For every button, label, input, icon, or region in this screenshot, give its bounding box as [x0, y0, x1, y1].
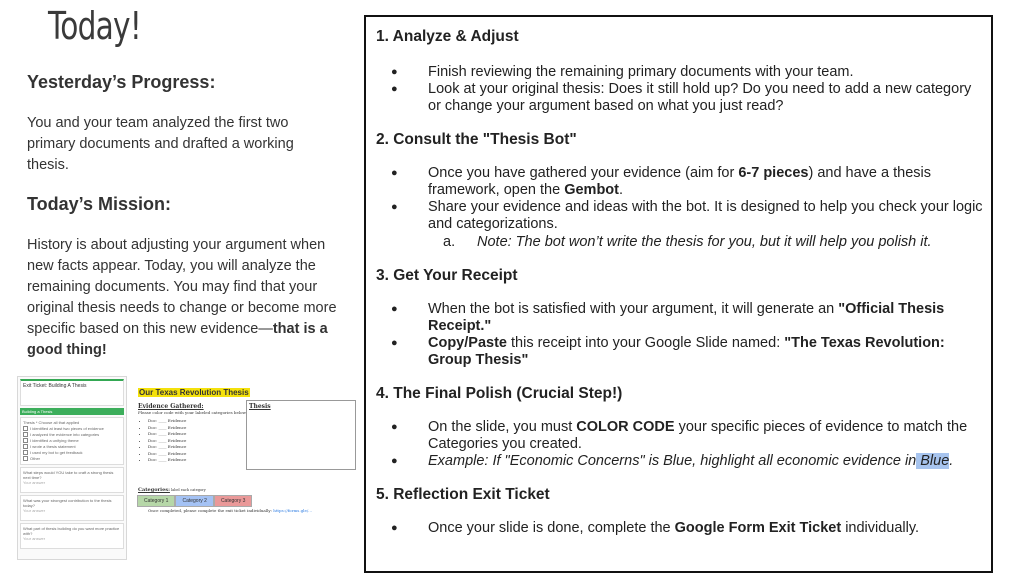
list-item: • Doc: ____ Evidence	[148, 431, 186, 438]
section-3-bullet: ● Copy/Paste this receipt into your Google Slide named: "The Texas Revolution: Group Thesis"	[391, 335, 945, 368]
section-5-bullet: ● Once your slide is done, complete the Google Form Exit Ticket individually.	[391, 520, 920, 536]
slide-thesis-heading: Thesis	[249, 403, 271, 410]
form-option[interactable]: I identified at least two pieces of evidence	[23, 426, 121, 431]
highlighted-word: Blue	[916, 453, 950, 469]
bullet-icon: ●	[391, 201, 398, 213]
form-section-bar: Building a Thesis	[20, 408, 124, 415]
category-chip: Category 3	[214, 495, 252, 507]
list-item: • Doc: ____ Evidence	[148, 438, 186, 445]
bullet-icon: ●	[391, 167, 398, 179]
bullet-icon: ●	[391, 337, 398, 349]
slide-category-chips	[137, 495, 252, 507]
exit-ticket-link[interactable]: https://forms.gle/...	[273, 508, 312, 513]
form-question[interactable]: What part of thesis building do you want more practice with? Your answer	[20, 523, 124, 549]
category-chip: Category 2	[175, 495, 213, 507]
list-item: • Doc: ____ Evidence	[148, 444, 186, 451]
slide-categories-sub: label each category	[171, 488, 206, 492]
form-question[interactable]: What steps would YOU take to craft a strong thesis next time? Your answer	[20, 467, 124, 493]
section-3-title: 3. Get Your Receipt	[376, 267, 518, 284]
section-4-bullet: ● Example: If "Economic Concerns" is Blue, highlight all economic evidence in Blue.	[391, 453, 954, 469]
slide-evidence-list	[142, 418, 186, 464]
list-item: • Doc: ____ Evidence	[148, 418, 186, 425]
exit-ticket-form-thumbnail	[17, 376, 127, 560]
section-5-title: 5. Reflection Exit Ticket	[376, 486, 550, 503]
section-2-title: 2. Consult the "Thesis Bot"	[376, 131, 577, 148]
form-q1: Thesis * Choose all that applied	[23, 420, 80, 425]
bullet-icon: ●	[391, 522, 398, 534]
instructions-box	[364, 15, 993, 573]
bullet-icon: ●	[391, 66, 398, 78]
list-item: • Doc: ____ Evidence	[148, 425, 186, 432]
list-item: • Doc: ____ Evidence	[148, 451, 186, 458]
section-2-bullet: ● Share your evidence and ideas with the bot. It is designed to help you check your logic and categorizations.	[391, 199, 983, 232]
page-title: Today!	[48, 4, 141, 48]
mission-text	[27, 235, 352, 361]
form-option[interactable]: I analyzed the evidence into categories	[23, 432, 121, 437]
form-header-card	[20, 379, 124, 406]
slide-evidence-heading: Evidence Gathered:	[138, 403, 204, 410]
section-1-title: 1. Analyze & Adjust	[376, 28, 519, 45]
form-title: Exit Ticket: Building A Thesis	[23, 383, 87, 389]
yesterday-heading: Yesterday’s Progress:	[27, 72, 216, 92]
section-4-title: 4. The Final Polish (Crucial Step!)	[376, 385, 623, 402]
form-option[interactable]: Other	[23, 456, 121, 461]
section-4-bullet: ● On the slide, you must COLOR CODE your specific pieces of evidence to match the Categories you created.	[391, 419, 968, 452]
section-2-bullet: ● Once you have gathered your evidence (aim for 6-7 pieces) and have a thesis framework, open the Gembot.	[391, 165, 931, 198]
section-1-bullet: ● Look at your original thesis: Does it still hold up? Do you need to add a new category or change your argument based on what you just read?	[391, 81, 972, 114]
list-item: • Doc: ____ Evidence	[148, 457, 186, 464]
bullet-icon: ●	[391, 83, 398, 95]
mission-emphasis: that is a good thing!	[27, 321, 328, 358]
section-3-bullet: ● When the bot is satisfied with your argument, it will generate an "Official Thesis Receipt."	[391, 301, 945, 334]
bullet-icon: ●	[391, 421, 398, 433]
form-option[interactable]: I identified a unifying theme	[23, 438, 121, 443]
yesterday-text: You and your team analyzed the first two primary documents and drafted a working thesis.	[27, 115, 294, 173]
mission-body: History is about adjusting your argument when new facts appear. Today, you will analyze the remaining documents. You may find that your original thesis needs to change or become more specific based on this new evidence—	[27, 237, 337, 337]
thesis-slide-thumbnail	[128, 381, 358, 521]
slide-footer: Once completed, please complete the exit ticket individually: https://forms.gle/...	[148, 508, 312, 513]
bullet-icon: ●	[391, 455, 398, 467]
slide-title: Our Texas Revolution Thesis	[139, 388, 249, 397]
form-question[interactable]: What was your strongest contribution to the thesis today? Your answer	[20, 495, 124, 521]
section-1-bullet: ● Finish reviewing the remaining primary documents with your team.	[391, 64, 854, 80]
slide-evidence-sub: Please color code with your labeled categories below	[138, 410, 246, 415]
section-2-subnote: a. Note: The bot won’t write the thesis for you, but it will help you polish it.	[443, 234, 932, 250]
mission-heading: Today’s Mission:	[27, 194, 172, 214]
form-option[interactable]: I used my bot to get feedback	[23, 450, 121, 455]
category-chip: Category 1	[137, 495, 175, 507]
bullet-icon: ●	[391, 303, 398, 315]
slide-thesis-box	[246, 400, 356, 470]
slide-categories-heading: Categories:	[138, 487, 170, 493]
form-option[interactable]: I wrote a thesis statement	[23, 444, 121, 449]
form-question-card	[20, 417, 124, 465]
